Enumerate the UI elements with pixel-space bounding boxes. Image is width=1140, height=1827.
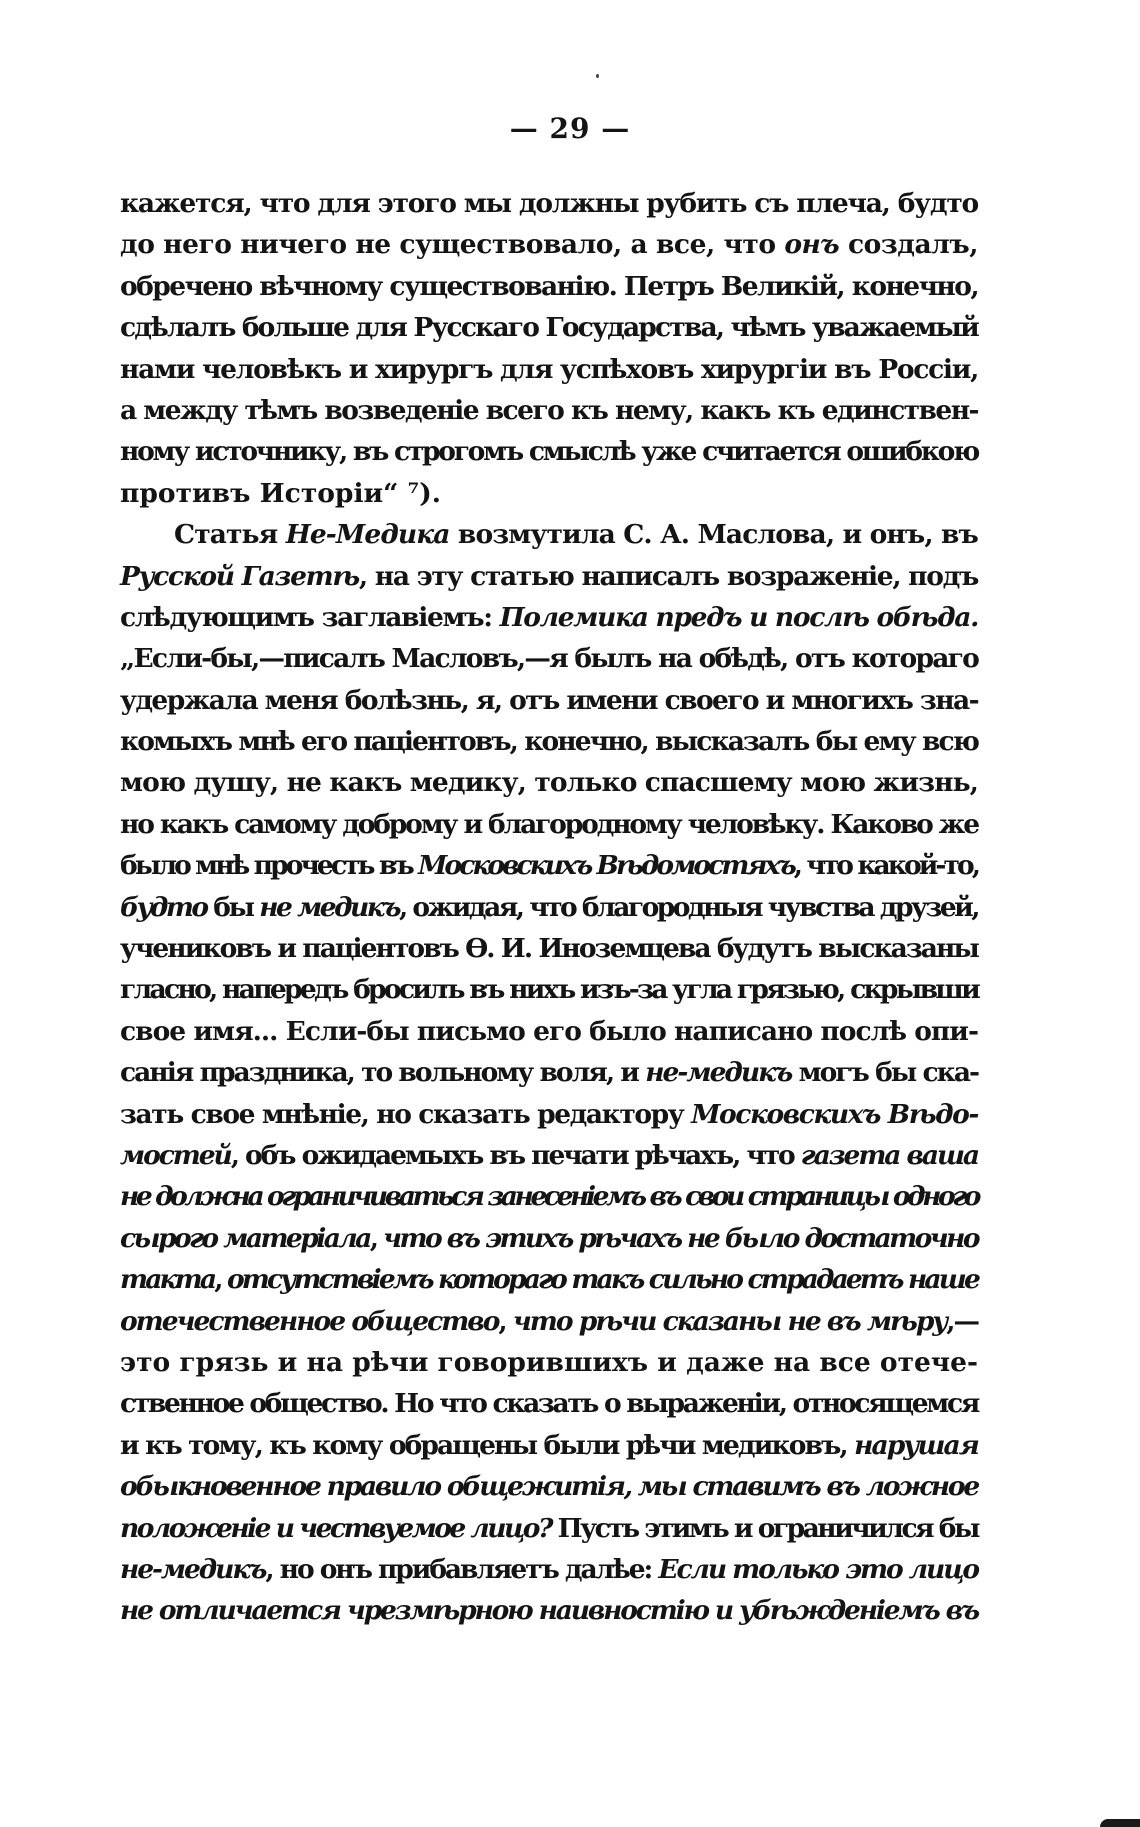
text-line: [120, 845, 978, 886]
paper-speck: [596, 74, 599, 78]
italic-run: не отличается чрезмѣрною наивностію и убѣжденіемъ въ: [120, 1595, 979, 1627]
text-line: [120, 1176, 978, 1217]
italic-run: Московскихъ Вѣдо-: [691, 1098, 979, 1130]
italic-run: что въ этихъ рѣчахъ не было достаточно: [383, 1222, 979, 1254]
text-line: [120, 224, 978, 265]
text-run: до него ничего не существовало, а все, что: [120, 229, 785, 261]
page-number: — 29 —: [509, 112, 631, 145]
text-run: но какъ самому доброму и благородному человѣку. Каково же: [120, 808, 978, 840]
text-line: [120, 597, 978, 638]
text-run: ,—: [946, 1305, 979, 1337]
italic-run: обыкновенное правило общежитія, мы ставимъ въ ложное: [120, 1471, 978, 1503]
text-run: „Если-бы,—писалъ Масловъ,—я былъ на обѣдѣ, отъ котораго: [120, 643, 979, 675]
italic-run: будто: [120, 891, 207, 923]
text-line: [120, 680, 978, 721]
italic-run: Если только это лицо: [658, 1553, 978, 1585]
text-run: зать свое мнѣніе, но сказать редактору: [120, 1098, 692, 1130]
text-line: [120, 183, 978, 224]
text-line: [120, 1052, 978, 1093]
text-line: [120, 556, 978, 597]
text-run: , что какой-то,: [793, 850, 978, 882]
text-line: [120, 1135, 978, 1176]
text-line: [120, 1466, 978, 1507]
text-run: учениковъ и паціентовъ Ѳ. И. Иноземцева будутъ высказаны: [120, 933, 979, 965]
scan-edge-mark: [1100, 1819, 1140, 1827]
text-run: , но онъ прибавляетъ далѣе:: [265, 1553, 659, 1585]
text-line: [120, 804, 978, 845]
text-line: [120, 473, 978, 514]
text-run: создалъ,: [839, 229, 978, 261]
text-line: [120, 1094, 978, 1135]
text-line: [120, 1425, 978, 1466]
italic-run: Московскихъ Вѣдомостяхъ: [418, 850, 794, 882]
text-line: [120, 1590, 978, 1631]
italic-run: отечественное общество: [120, 1305, 499, 1337]
text-line: [120, 266, 978, 307]
text-run: , на эту статью написалъ возраженіе, подъ: [358, 560, 978, 592]
text-run: Пусть этимъ и ограничился бы: [550, 1512, 978, 1544]
italic-run: нарушая: [854, 1429, 978, 1461]
italic-run: не-медикъ: [645, 1057, 792, 1089]
text-run: это грязь и на рѣчи говорившихъ и даже на все отече-: [120, 1346, 978, 1378]
text-run: ,: [214, 1264, 227, 1296]
text-run: удержала меня болѣзнь, я, отъ имени своего и многихъ зна-: [120, 684, 979, 716]
text-line: [120, 1011, 978, 1052]
text-run: сдѣлалъ больше для Русскаго Государства, чѣмъ уважаемый: [120, 312, 978, 344]
text-line: [120, 1342, 978, 1383]
text-run: кажется, что для этого мы должны рубить съ плеча, будто: [120, 188, 978, 219]
italic-run: Не-Медика: [285, 519, 450, 551]
text-line: [120, 431, 978, 472]
italic-run: положеніе и чествуемое лицо?: [120, 1512, 551, 1544]
text-run: и къ тому, къ кому обращены были рѣчи медиковъ,: [120, 1429, 855, 1461]
text-run: , объ ожидаемыхъ въ печати рѣчахъ, что: [230, 1139, 801, 1171]
text-line: [120, 1259, 978, 1300]
text-run: санія праздника, то вольному воля, и: [120, 1057, 646, 1089]
italic-run: отсутствіемъ котораго такъ сильно страдаетъ наше: [226, 1264, 978, 1296]
italic-run: такта: [120, 1264, 215, 1296]
text-line: [120, 390, 978, 431]
text-line: [120, 721, 978, 762]
italic-run: онъ: [784, 229, 840, 261]
italic-run: не должна ограничиваться занесеніемъ въ свои страницы одного: [120, 1181, 978, 1213]
text-run: бы: [206, 891, 260, 923]
text-run: ственное общество. Но что сказать о выраженіи, относящемся: [120, 1388, 979, 1420]
text-run: противъ Исторіи“ ⁷).: [120, 477, 442, 509]
italic-run: не медикъ: [259, 891, 399, 923]
text-run: нами человѣкъ и хирургъ для успѣховъ хирургіи въ Россіи,: [120, 353, 979, 385]
text-line: [120, 1549, 978, 1590]
text-line: [120, 762, 978, 803]
text-run: а между тѣмъ возведеніе всего къ нему, какъ къ единствен-: [120, 394, 978, 426]
italic-run: сырого матеріала: [120, 1222, 370, 1254]
text-line: [120, 514, 978, 555]
text-line: [120, 349, 978, 390]
italic-run: газета ваша: [800, 1139, 978, 1171]
text-run: Статья: [174, 519, 286, 551]
text-line: [120, 969, 978, 1010]
text-run: слѣдующимъ заглавіемъ:: [120, 601, 500, 633]
text-run: свое имя... Если-бы письмо его было написано послѣ опи-: [120, 1015, 978, 1047]
text-line: [120, 1508, 978, 1549]
text-run: возмутила С. А. Маслова, и онъ, въ: [449, 519, 978, 551]
text-line: [120, 1383, 978, 1424]
text-line: [120, 887, 978, 928]
text-run: ,: [369, 1222, 384, 1254]
text-run: , ожидая, что благородныя чувства друзей,: [398, 891, 979, 923]
italic-run: Полемика предъ и послѣ обѣда.: [499, 601, 979, 633]
text-run: обречено вѣчному существованію. Петръ Великій, конечно,: [120, 270, 979, 302]
text-run: могъ бы ска-: [791, 1057, 978, 1089]
text-line: [120, 1301, 978, 1342]
text-line: [120, 638, 978, 679]
text-line: [120, 928, 978, 969]
body-text: [120, 183, 978, 1632]
text-line: [120, 1218, 978, 1259]
text-run: ному источнику, въ строгомъ смыслѣ уже считается ошибкою: [120, 436, 978, 468]
text-run: ,: [498, 1305, 513, 1337]
text-run: гласно, напередъ бросилъ въ нихъ изъ-за угла грязью, скрывши: [120, 974, 979, 1006]
text-line: [120, 307, 978, 348]
text-run: комыхъ мнѣ его паціентовъ, конечно, высказалъ бы ему всю: [120, 726, 978, 758]
italic-run: мостей: [120, 1139, 231, 1171]
italic-run: что рѣчи сказаны не въ мѣру: [512, 1305, 947, 1337]
text-run: мою душу, не какъ медику, только спасшему мою жизнь,: [120, 767, 979, 799]
text-run: было мнѣ прочесть въ: [120, 850, 419, 882]
italic-run: не-медикъ: [120, 1553, 266, 1585]
italic-run: Русской Газетѣ: [120, 560, 359, 592]
